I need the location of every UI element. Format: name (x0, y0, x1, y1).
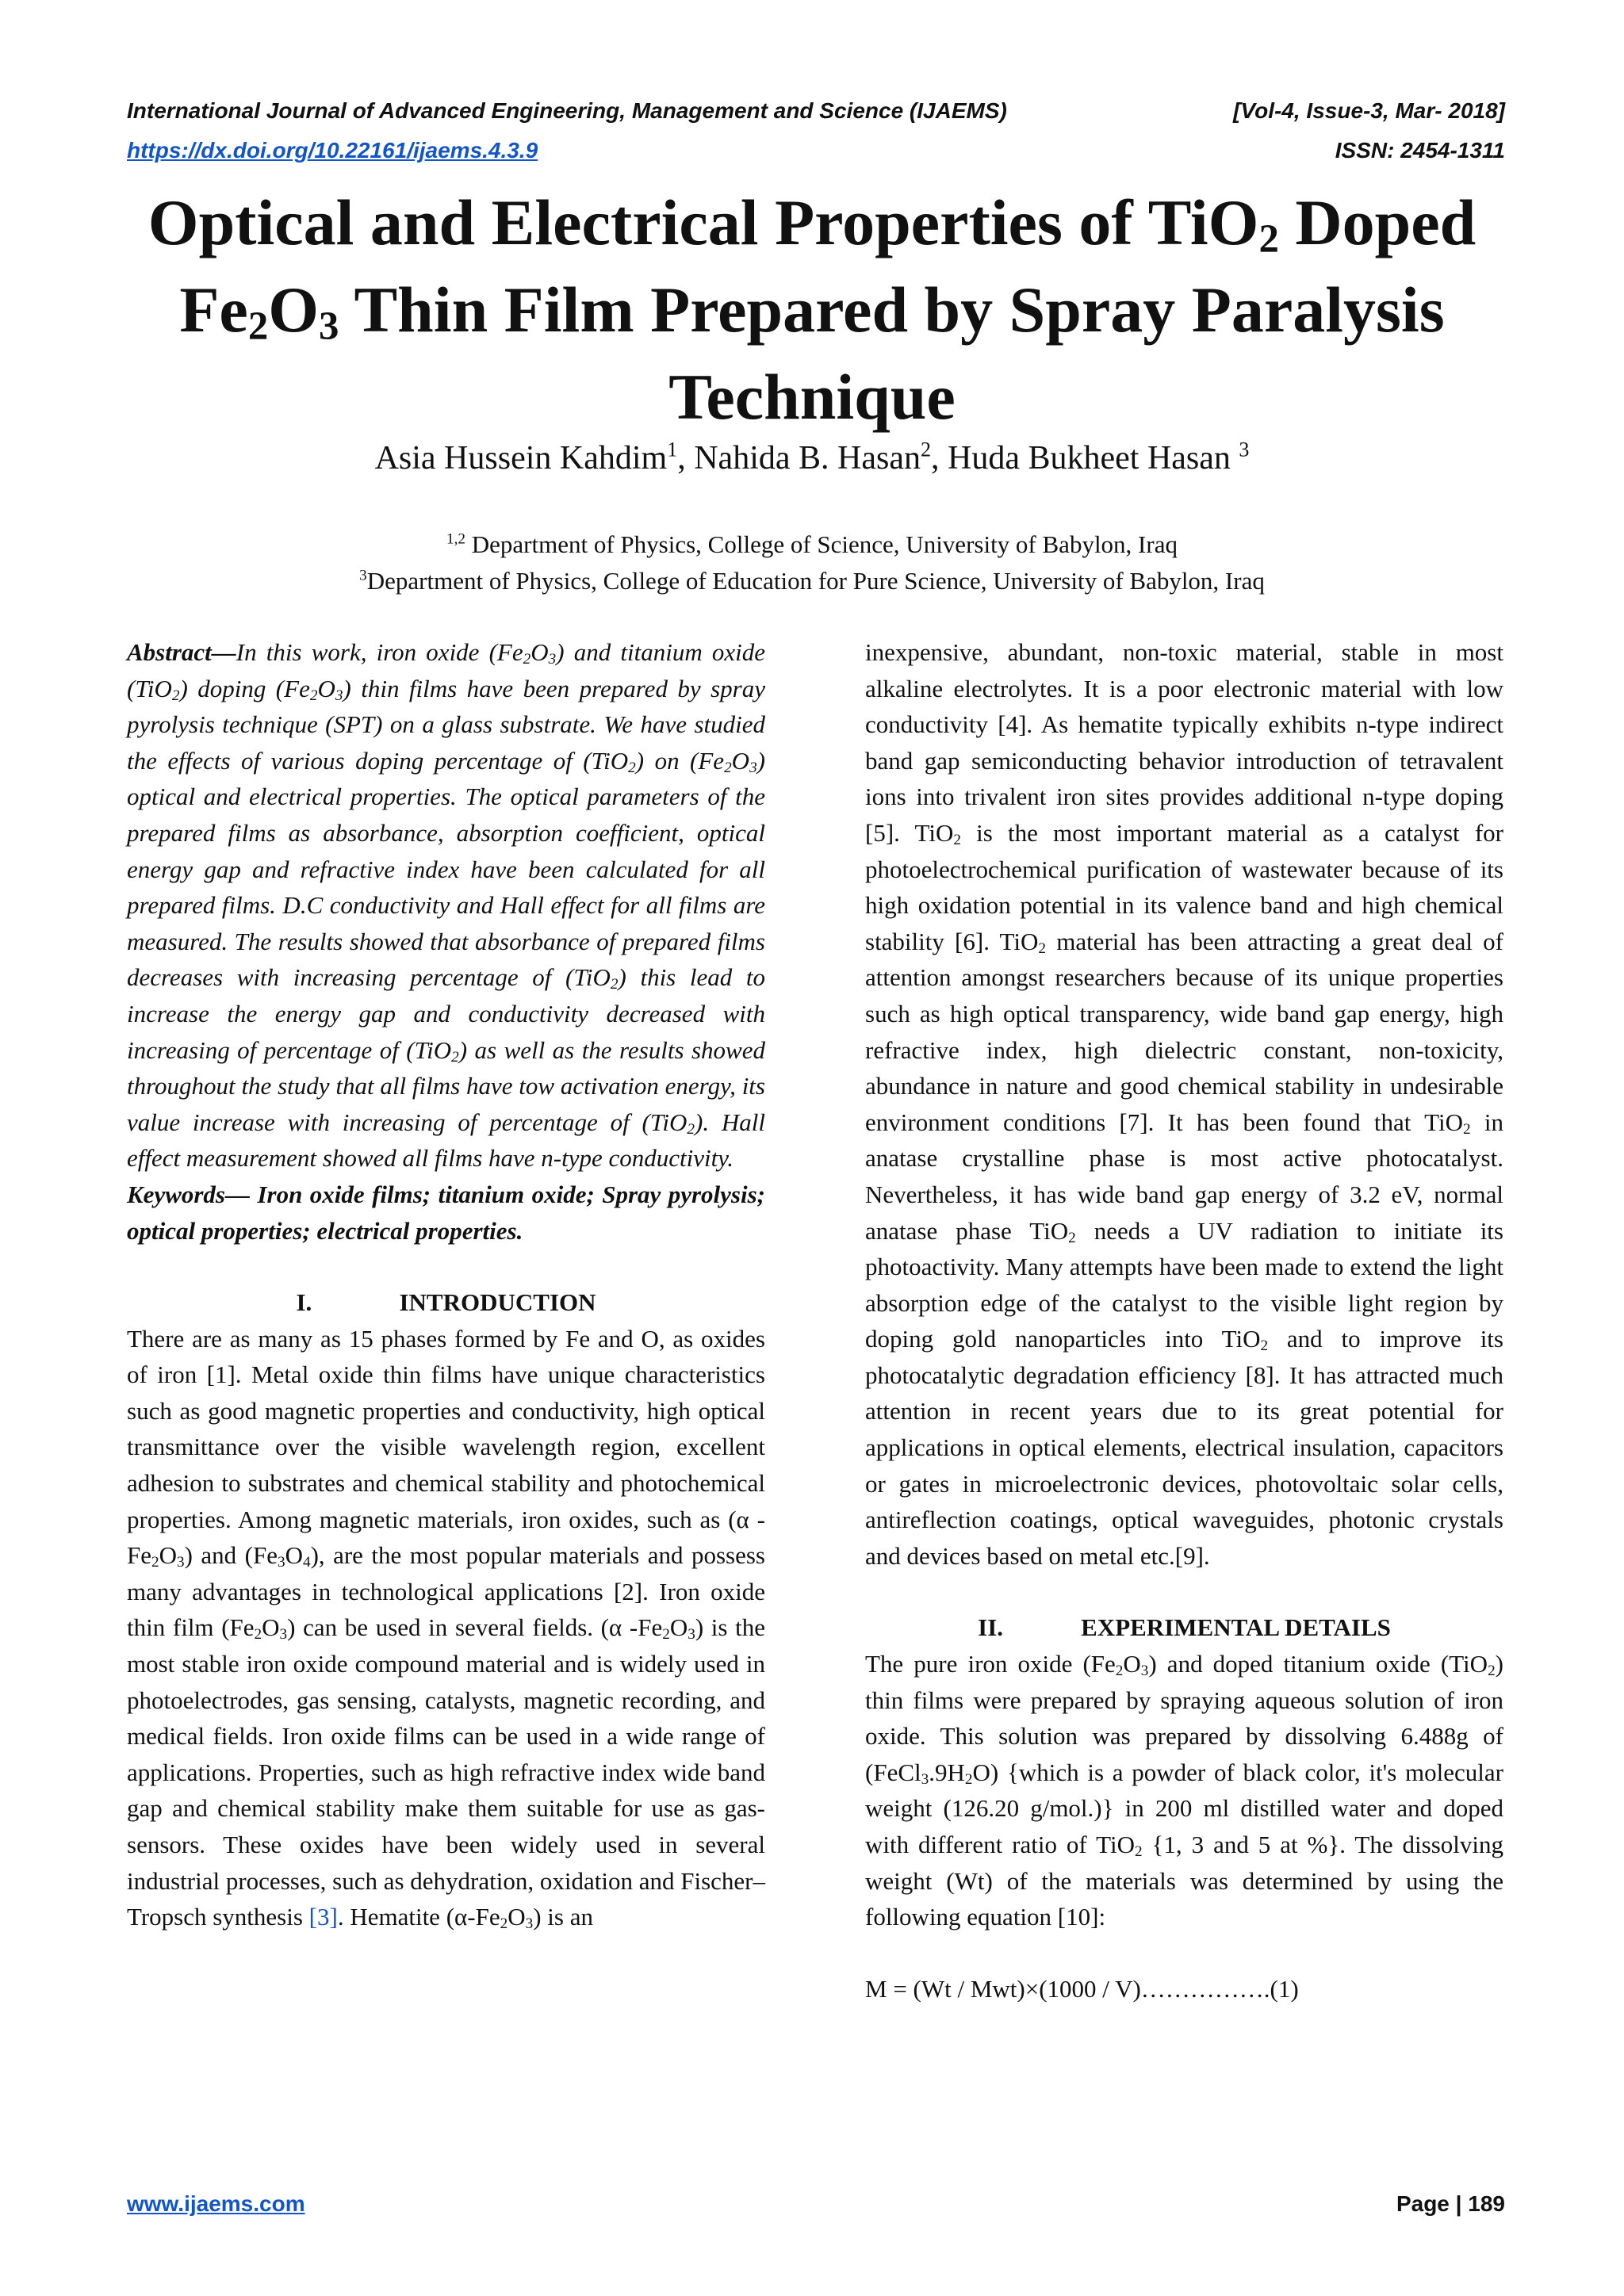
running-header-top (127, 97, 1505, 125)
page-footer (127, 2190, 1505, 2218)
abstract-label: Abstract— (127, 638, 236, 666)
page-number: Page | 189 (1396, 2191, 1505, 2216)
issn: ISSN: 2454-1311 (1335, 138, 1505, 163)
running-header-bottom (127, 136, 1505, 165)
keywords-label: Keywords— (127, 1180, 250, 1208)
author-list: Asia Hussein Kahdim$^1$, Nahida B. Hasan$^2$, Huda Bukheet Hasan $^3$ (374, 438, 1250, 476)
introduction-paragraph: There are as many as 15 phases formed by Fe and O, as oxides of iron [1]. Metal oxide thin films have unique characteristics such as good magnetic properties and conductivity, high optical transmittance over the visible wavelength region, excellent adhesion to substrates and chemical stability and photochemical properties. Among magnetic materials, iron oxides, such as (α $-Fe_2O_3$) and $(Fe_3O_4)$, are the most popular materials and possess many advantages in technological applications [2]. Iron oxide thin film $(Fe_2O_3)$ can be used in several fields. (α $-Fe_2O_3$) is the most stable iron oxide compound material and is widely used in photoelectrodes, gas sensing, catalysts, magnetic recording, and medical fields. Iron oxide films can be used in a wide range of applications. Properties, such as high refractive index wide band gap and chemical stability make them suitable for use as gas-sensors. These oxides have been widely used in several industrial processes, such as dehydration, oxidation and Fischer–Tropsch synthesis [3]. Hematite $(\alpha-Fe_2O_3)$ is an (127, 1324, 766, 1933)
section-heading-introduction: I. INTRODUCTION (296, 1288, 596, 1317)
keywords: Keywords— Iron oxide films; titanium oxide; Spray pyrolysis; optical properties; electrical properties. (127, 1180, 765, 1245)
introduction-continued: inexpensive, abundant, non-toxic material, stable in most alkaline electrolytes. It is a poor electronic material with low conductivity [4]. As hematite typically exhibits n-type indirect band gap semiconducting behavior introduction of tetravalent ions into trivalent iron sites provides additional n-type doping [5]. TiO$_2$ is the most important material as a catalyst for photoelectrochemical purification of wastewater because of its high oxidation potential in its valence band and high chemical stability [6]. TiO$_2$ material has been attracting a great deal of attention amongst researchers because of its unique properties such as high optical transparency, wide band gap energy, high refractive index, high dielectric constant, non-toxicity, abundance in nature and good chemical stability in undesirable environment conditions [7]. It has been found that TiO$_2$ in anatase crystalline phase is most active photocatalyst. Nevertheless, it has wide band gap energy of 3.2 eV, normal anatase phase TiO$_2$ needs a UV radiation to initiate its photoactivity. Many attempts have been made to extend the light absorption edge of the catalyst to the visible light region by doping gold nanoparticles into TiO$_2$ and to improve its photocatalytic degradation efficiency [8]. It has attracted much attention in recent years due to its great potential for applications in optical elements, electrical insulation, capacitors or gates in microelectronic devices, photovoltaic solar cells, antireflection coatings, optical waveguides, photonic crystals and devices based on metal etc.[9]. (865, 638, 1503, 1570)
doi-link[interactable]: https://dx.doi.org/10.22161/ijaems.4.3.9 (127, 138, 538, 163)
paper-title: Optical and Electrical Properties of TiO$_2$ Doped $Fe_2O_3$ Thin Film Prepared by Spray Paralysis Technique (147, 186, 1477, 433)
citation-link[interactable]: [3] (308, 1903, 338, 1931)
equation-1: M = (Wt / Mwt)×(1000 / V)…………….(1) (865, 1974, 1299, 2003)
journal-website-link[interactable]: www.ijaems.com (127, 2191, 305, 2216)
right-column (865, 634, 1503, 2007)
affiliation-1: $^{1,2}$ Department of Physics, College of Science, University of Babylon, Iraq (446, 530, 1178, 558)
abstract: Abstract—In this work, iron oxide $(Fe_2O_3)$ and titanium oxide (TiO$_2$) doping $(Fe_2O_3)$ thin films have been prepared by spray pyrolysis technique (SPT) on a glass substrate. We have studied the effects of various doping percentage of (TiO$_2$) on $(Fe_2O_3)$ optical and electrical properties. The optical parameters of the prepared films as absorbance, absorption coefficient, optical energy gap and refractive index have been calculated for all prepared films. D.C conductivity and Hall effect for all films are measured. The results showed that absorbance of prepared films decreases with increasing percentage of (TiO$_2$) this lead to increase the energy gap and conductivity decreased with increasing of percentage of (TiO$_2$) as well as the results showed throughout the study that all films have tow activation energy, its value increase with increasing of percentage of (TiO$_2$). Hall effect measurement showed all films have n-type conductivity. (127, 638, 765, 1173)
journal-name: International Journal of Advanced Engineering, Management and Science (IJAEMS) (127, 98, 1007, 123)
volume-info: [Vol-4, Issue-3, Mar- 2018] (1233, 98, 1505, 123)
affiliation-2: $^3$Department of Physics, College of Education for Pure Science, University of Babylon, Iraq (359, 567, 1265, 595)
section-heading-experimental: II. EXPERIMENTAL DETAILS (978, 1613, 1391, 1642)
experimental-paragraph: The pure iron oxide $(Fe_2O_3)$ and doped titanium oxide (TiO$_2$) thin films were prepared by spraying aqueous solution of iron oxide. This solution was prepared by dissolving 6.488g of $(FeCl_3.9H_2O)$ {which is a powder of black color, it's molecular weight (126.20 g/mol.)} in 200 ml distilled water and doped with different ratio of TiO$_2$ {1, 3 and 5 at %}. The dissolving weight (Wt) of the materials was determined by using the following equation [10]: (865, 1650, 1503, 1931)
left-column (127, 634, 765, 1935)
